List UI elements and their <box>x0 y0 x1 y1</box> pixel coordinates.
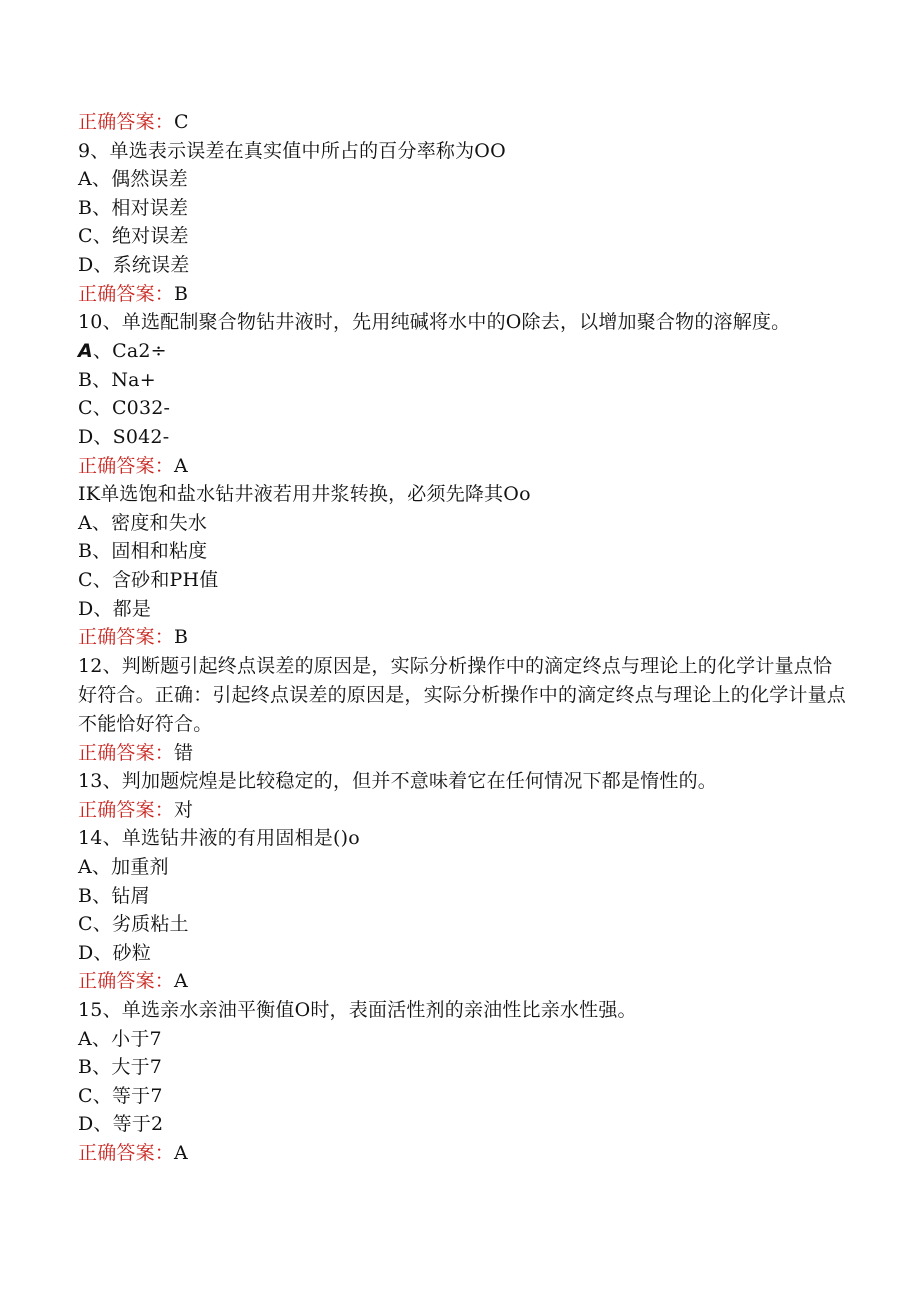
question-line: 14、单选钻井液的有用固相是()o <box>78 827 360 850</box>
answer-value: 错 <box>174 741 194 764</box>
answer-line <box>78 1139 848 1168</box>
answer-line <box>78 108 848 137</box>
answer-label: 正确答案： <box>78 741 175 764</box>
option-line: D、砂粒 <box>78 941 152 964</box>
answer-line <box>78 280 848 309</box>
answer-line <box>78 452 848 481</box>
answer-label: 正确答案： <box>78 454 175 477</box>
answer-label: 正确答案： <box>78 282 175 305</box>
answer-line <box>78 796 848 825</box>
option-line: A、密度和失水 <box>78 511 208 534</box>
option-line: A、小于7 <box>78 1027 162 1050</box>
answer-label: 正确答案： <box>78 111 175 133</box>
answer-line <box>78 967 848 996</box>
option-line: D、都是 <box>78 597 152 620</box>
option-text: 、Ca2÷ <box>92 340 167 363</box>
document-body <box>78 108 848 1168</box>
answer-label: 正确答案： <box>78 626 175 649</box>
answer-value: B <box>174 282 189 305</box>
option-line: D、等于2 <box>78 1113 164 1136</box>
option-line: B、Na+ <box>78 368 156 391</box>
question-line: 13、判加题烷煌是比较稳定的，但并不意味着它在任何情况下都是惰性的。 <box>78 770 717 793</box>
question-line: 15、单选亲水亲油平衡值O时，表面活性剂的亲油性比亲水性强。 <box>78 999 637 1022</box>
option-line: B、相对误差 <box>78 196 189 219</box>
option-letter: A <box>78 340 93 363</box>
option-line: B、大于7 <box>78 1056 163 1079</box>
option-line: C、C032- <box>78 397 171 420</box>
option-line: B、钻屑 <box>78 884 150 907</box>
option-line: A、偶然误差 <box>78 168 188 191</box>
option-line: C、劣质粘土 <box>78 913 189 936</box>
question-line: 12、判断题引起终点误差的原因是，实际分析操作中的滴定终点与理论上的化学计量点恰好符合。正确：引起终点误差的原因是，实际分析操作中的滴定终点与理论上的化学计量点不能恰好符合。 <box>78 654 847 735</box>
option-line: D、系统误差 <box>78 253 190 276</box>
question-line: IK单选饱和盐水钻井液若用井浆转换，必须先降其Oo <box>78 483 531 506</box>
answer-line <box>78 623 848 652</box>
option-line: C、等于7 <box>78 1084 163 1107</box>
answer-line <box>78 739 848 768</box>
option-line <box>78 337 848 366</box>
option-line: C、含砂和PH值 <box>78 568 219 591</box>
answer-label: 正确答案： <box>78 970 175 993</box>
option-line: B、固相和粘度 <box>78 540 208 563</box>
answer-value: A <box>174 1142 188 1164</box>
question-line: 9、单选表示误差在真实值中所占的百分率称为OO <box>78 139 506 162</box>
option-line: D、S042- <box>78 425 170 448</box>
answer-value: A <box>174 454 188 477</box>
question-line: 10、单选配制聚合物钻井液时，先用纯碱将水中的O除去，以增加聚合物的溶解度。 <box>78 311 791 334</box>
answer-label: 正确答案： <box>78 798 175 821</box>
option-line: C、绝对误差 <box>78 225 189 248</box>
answer-label: 正确答案： <box>78 1142 175 1164</box>
option-line: A、加重剂 <box>78 856 169 879</box>
answer-value: C <box>174 111 189 133</box>
answer-value: B <box>174 626 189 649</box>
answer-value: A <box>174 970 188 993</box>
answer-value: 对 <box>174 798 194 821</box>
